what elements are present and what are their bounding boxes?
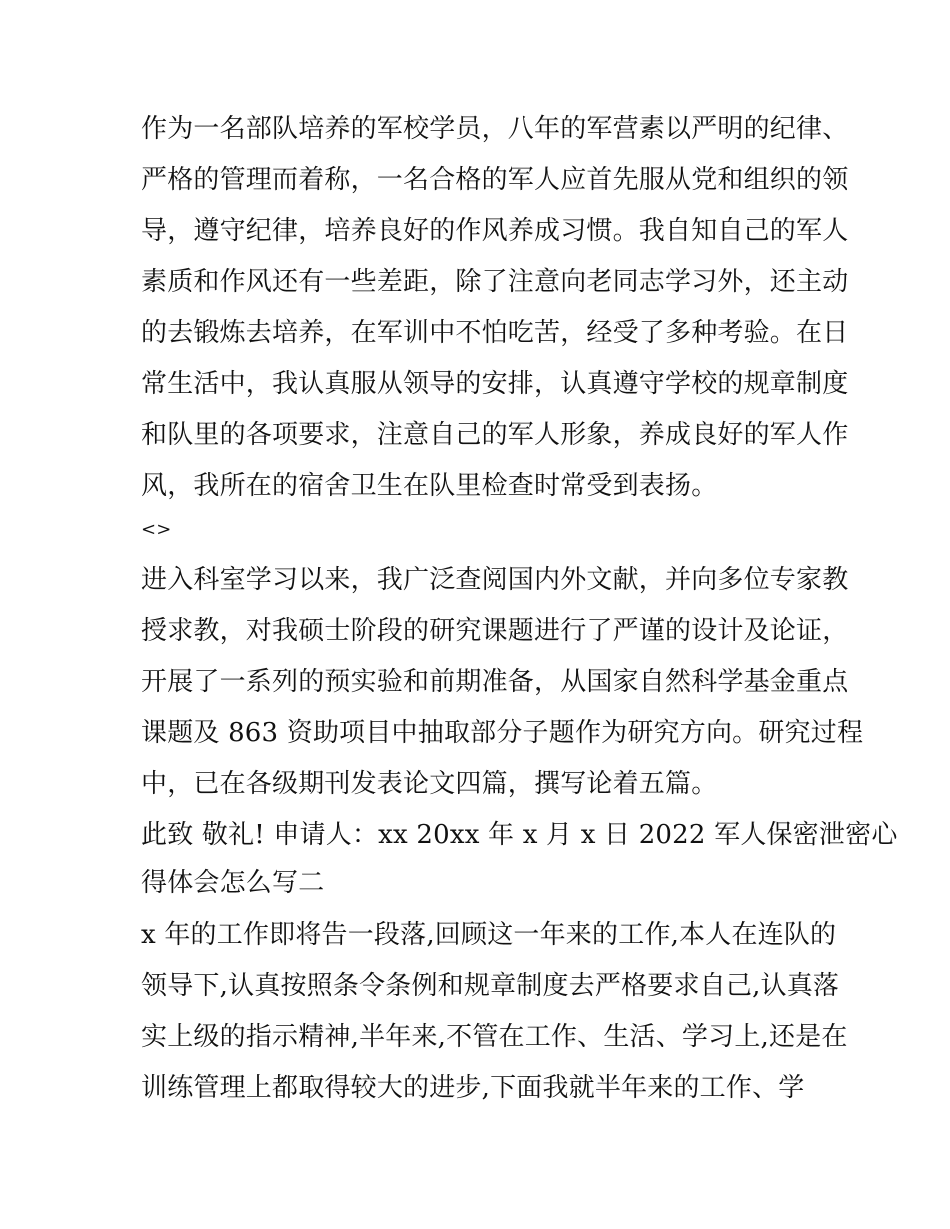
text-line: 开展了一系列的预实验和前期准备，从国家自然科学基金重点 bbox=[141, 667, 849, 697]
text-line: x 年的工作即将告一段落,回顾这一年来的工作,本人在连队的 bbox=[141, 920, 837, 950]
text-line: 风，我所在的宿舍卫生在队里检查时常受到表扬。 bbox=[141, 471, 718, 501]
text-line: 常生活中，我认真服从领导的安排，认真遵守学校的规章制度 bbox=[141, 369, 849, 399]
text-line: 中，已在各级期刊发表论文四篇，撰写论着五篇。 bbox=[141, 769, 718, 799]
text-line: 领导下,认真按照条令条例和规章制度去严格要求自己,认真落 bbox=[141, 971, 840, 1001]
text-line: 作为一名部队培养的军校学员，八年的军营素以严明的纪律、 bbox=[141, 114, 849, 144]
text-line: 严格的管理而着称，一名合格的军人应首先服从党和组织的领 bbox=[141, 165, 849, 195]
text-line: 授求教，对我硕士阶段的研究课题进行了严谨的设计及论证， bbox=[141, 616, 849, 646]
text-line: 课题及 863 资助项目中抽取部分子题作为研究方向。研究过程 bbox=[141, 718, 864, 748]
text-line: 素质和作风还有一些差距，除了注意向老同志学习外，还主动 bbox=[141, 267, 849, 297]
text-line: 和队里的各项要求，注意自己的军人形象，养成良好的军人作 bbox=[141, 420, 849, 450]
text-line: 训练管理上都取得较大的进步,下面我就半年来的工作、学 bbox=[141, 1073, 805, 1103]
text-line: 此致 敬礼! 申请人：xx 20xx 年 x 月 x 日 2022 军人保密泄密心 bbox=[141, 820, 898, 850]
text-line: 得体会怎么写二 bbox=[141, 868, 325, 898]
text-line: 实上级的指示精神,半年来,不管在工作、生活、学习上,还是在 bbox=[141, 1022, 848, 1052]
text-line: 进入科室学习以来，我广泛查阅国内外文献，并向多位专家教 bbox=[141, 565, 849, 595]
section-marker: <> bbox=[141, 519, 172, 540]
text-line: 的去锻炼去培养，在军训中不怕吃苦，经受了多种考验。在日 bbox=[141, 318, 849, 348]
text-line: 导，遵守纪律，培养良好的作风养成习惯。我自知自己的军人 bbox=[141, 216, 849, 246]
